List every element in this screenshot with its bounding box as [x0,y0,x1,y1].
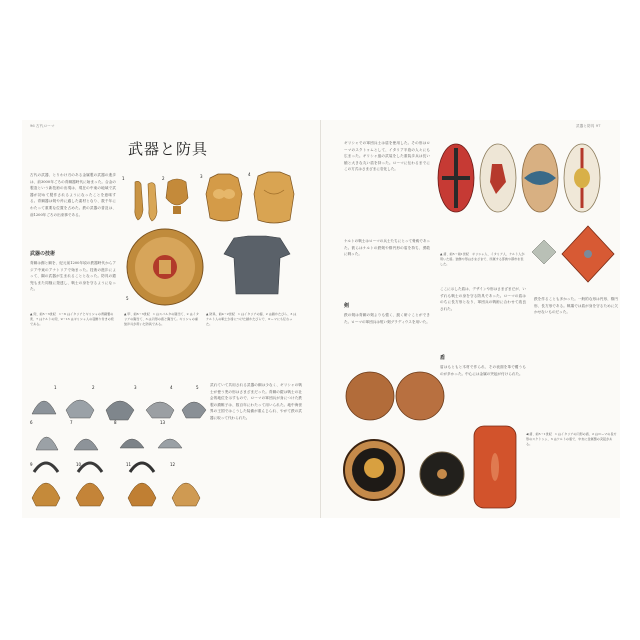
figure-number: 3 [200,174,203,179]
figure-number: 6 [30,420,33,425]
sword-paragraph: 鉄の剣は青銅の剣よりも強く、鋭く研ぐことができた。ローマの軍団兵は短い剣グラディウスを用いた。 [344,313,430,324]
section-heading-weapon-tech: 武器の技術 [30,251,56,257]
figure-number: 7 [70,420,73,425]
left-running-head: 96 古代ローマ [30,124,55,128]
diamond-shields-illustration [530,222,620,286]
round-shields-illustration [344,370,524,510]
right-col1-paragraph: ギリシャでの軍団兵士は盾を使用した。その形はローマのスクトゥムとして、イタリア半島の人々にも広まった。ギリシャ風の武装をした重装歩兵は長い槍と大きな丸い盾を持った。ローマに伝わるまでにこの方式はさまざまに変化した。 [344,141,430,172]
figure-number: 11 [126,462,132,467]
caption-helmets: ▲ 兜、前5〜3世紀 1〜6 はイタリアとギリシャの青銅製の兜、7 はケルトの兜、9〜13 はギリシャ人の羽飾り付きの兜である。 [30,312,114,326]
small-breastplate-illustration [164,176,190,216]
figure-number: 13 [160,420,166,425]
muscle-cuirass-illustration [204,174,244,224]
shield-paragraph: 盾はもともと木材で作られ、その表面を革で覆うものが多かった。中心には金属の突起が付けられた。 [440,365,526,376]
right-running-head: 武器と防具 97 [576,124,601,128]
chainmail-shirt-illustration [222,236,292,296]
right-col3-text-block [534,296,618,368]
figure-number: 4 [170,385,173,390]
greaves-illustration [132,180,162,222]
page-gutter [320,120,321,518]
figure-number: 9 [30,462,33,467]
right-col2-paragraph: ここに示した盾は、デザインや形はさまざまだが、いずれも戦士の身を守る防具であった。ローマの盾はのちに長方形となり、軍団兵の戦術に合わせて改良された。 [440,287,526,311]
helmet-icon [32,400,206,506]
figure-number: 1 [54,385,57,390]
right-col1-text-block [344,140,430,236]
heading-sword: 剣 [344,303,350,309]
lower-paragraph: 武れていて共用される武器の銅は少なく、ギリシャの戦士が使う兜の形はさまざまだった。青銅の鎧は戦士の社会的地位を示すもので、ローマの軍団兵が身につけた鉄製の鎖帷子は、数百年にわたって用いられた。地中海世界の王国ではこうした装備が重んじられ、やがて鉄の武器に取って代わられた。 [210,383,302,420]
figure-number: 4 [248,172,251,177]
figure-number: 3 [134,385,137,390]
round-bronze-shield-illustration [126,228,204,306]
caption-shields: ▲ 盾、前5〜前1世紀 ギリシャ人、イタリア人、ケルト人が用いた盾。装飾や形はさまざまで、所属する部族や都市を表した。 [440,252,525,266]
figure-number: 5 [126,296,129,301]
figure-number: 10 [76,462,82,467]
figure-number: 12 [170,462,176,467]
page-title: 武器と防具 [128,140,209,158]
intro-paragraph: 古代の武器、とりわけ刃のある金属製の武器の進歩は、前3000年ごろの青銅器時代に始まった。合金の製造という新技術の出現は、現在の中東の地域で武器が初めて製作されるようになったことを意味する。青銅器は剣や斧に適した素材となり、数千年にわたって重要な位置を占めた。鉄の武器の普及は、前1200年ごろの出来事である。 [30,173,116,217]
right-col2-text-block [440,286,526,350]
figure-number: 2 [162,176,165,181]
figure-number: 2 [92,385,95,390]
figure-number: 5 [196,385,199,390]
helmet-group-illustration [28,388,208,512]
caption-armor: ▲ 甲、前6〜3世紀 1 はスパルタの膝当て、2 はイタリアの胸当て、3 は円形の盾と胸当て。ギリシャの重装歩兵が用いた防具である。 [124,312,199,326]
intro-text-block [30,172,116,242]
sword-text-block [344,312,430,356]
section-text-block [30,260,116,310]
caption-round-shields: ◀ 盾、前5〜1世紀 1 はイタリアの円形の盾、2 はローマの長方形のスクトゥム、3 はケルトの盾で、中央に金属製の突起がある。 [526,432,617,446]
right-col1b-paragraph: ケルトの戦士はローマの兵士たちにとって脅威であった。彼らはケルトの鉄剣や楕円形の盾を持ち、勇敢に戦った。 [344,239,430,257]
caption-chainmail: ▲ 防具、前4〜2世紀 1 はイタリアの鎧、2 は鎖かたびら、3 はケルト人の戦士が身につけた鎖かたびらで、ローマにも伝わった。 [206,312,297,326]
cuirass-illustration [252,172,296,226]
heading-shield: 盾 [440,355,446,361]
lower-text-block [210,382,302,510]
section-paragraph: 青銅は錫と銅を、紀元前1200年頃の鉄器時代からアジア中東のアナトリアで始まった。技術の進歩によって、鋼の武器が生まれることとなった。防具の鎧兜もまた同様に発達し、戦士の身を守るようになった。 [30,261,116,292]
oval-shields-illustration [436,142,620,214]
figure-number: 8 [114,420,117,425]
right-col3-paragraph: 鉄を作ることも多かった。一般的な形は円形、楕円形、長方形である。戦場では盾が身を守るために欠かせないものだった。 [534,297,618,315]
right-col1b-text-block [344,238,430,294]
figure-number: 1 [122,176,125,181]
